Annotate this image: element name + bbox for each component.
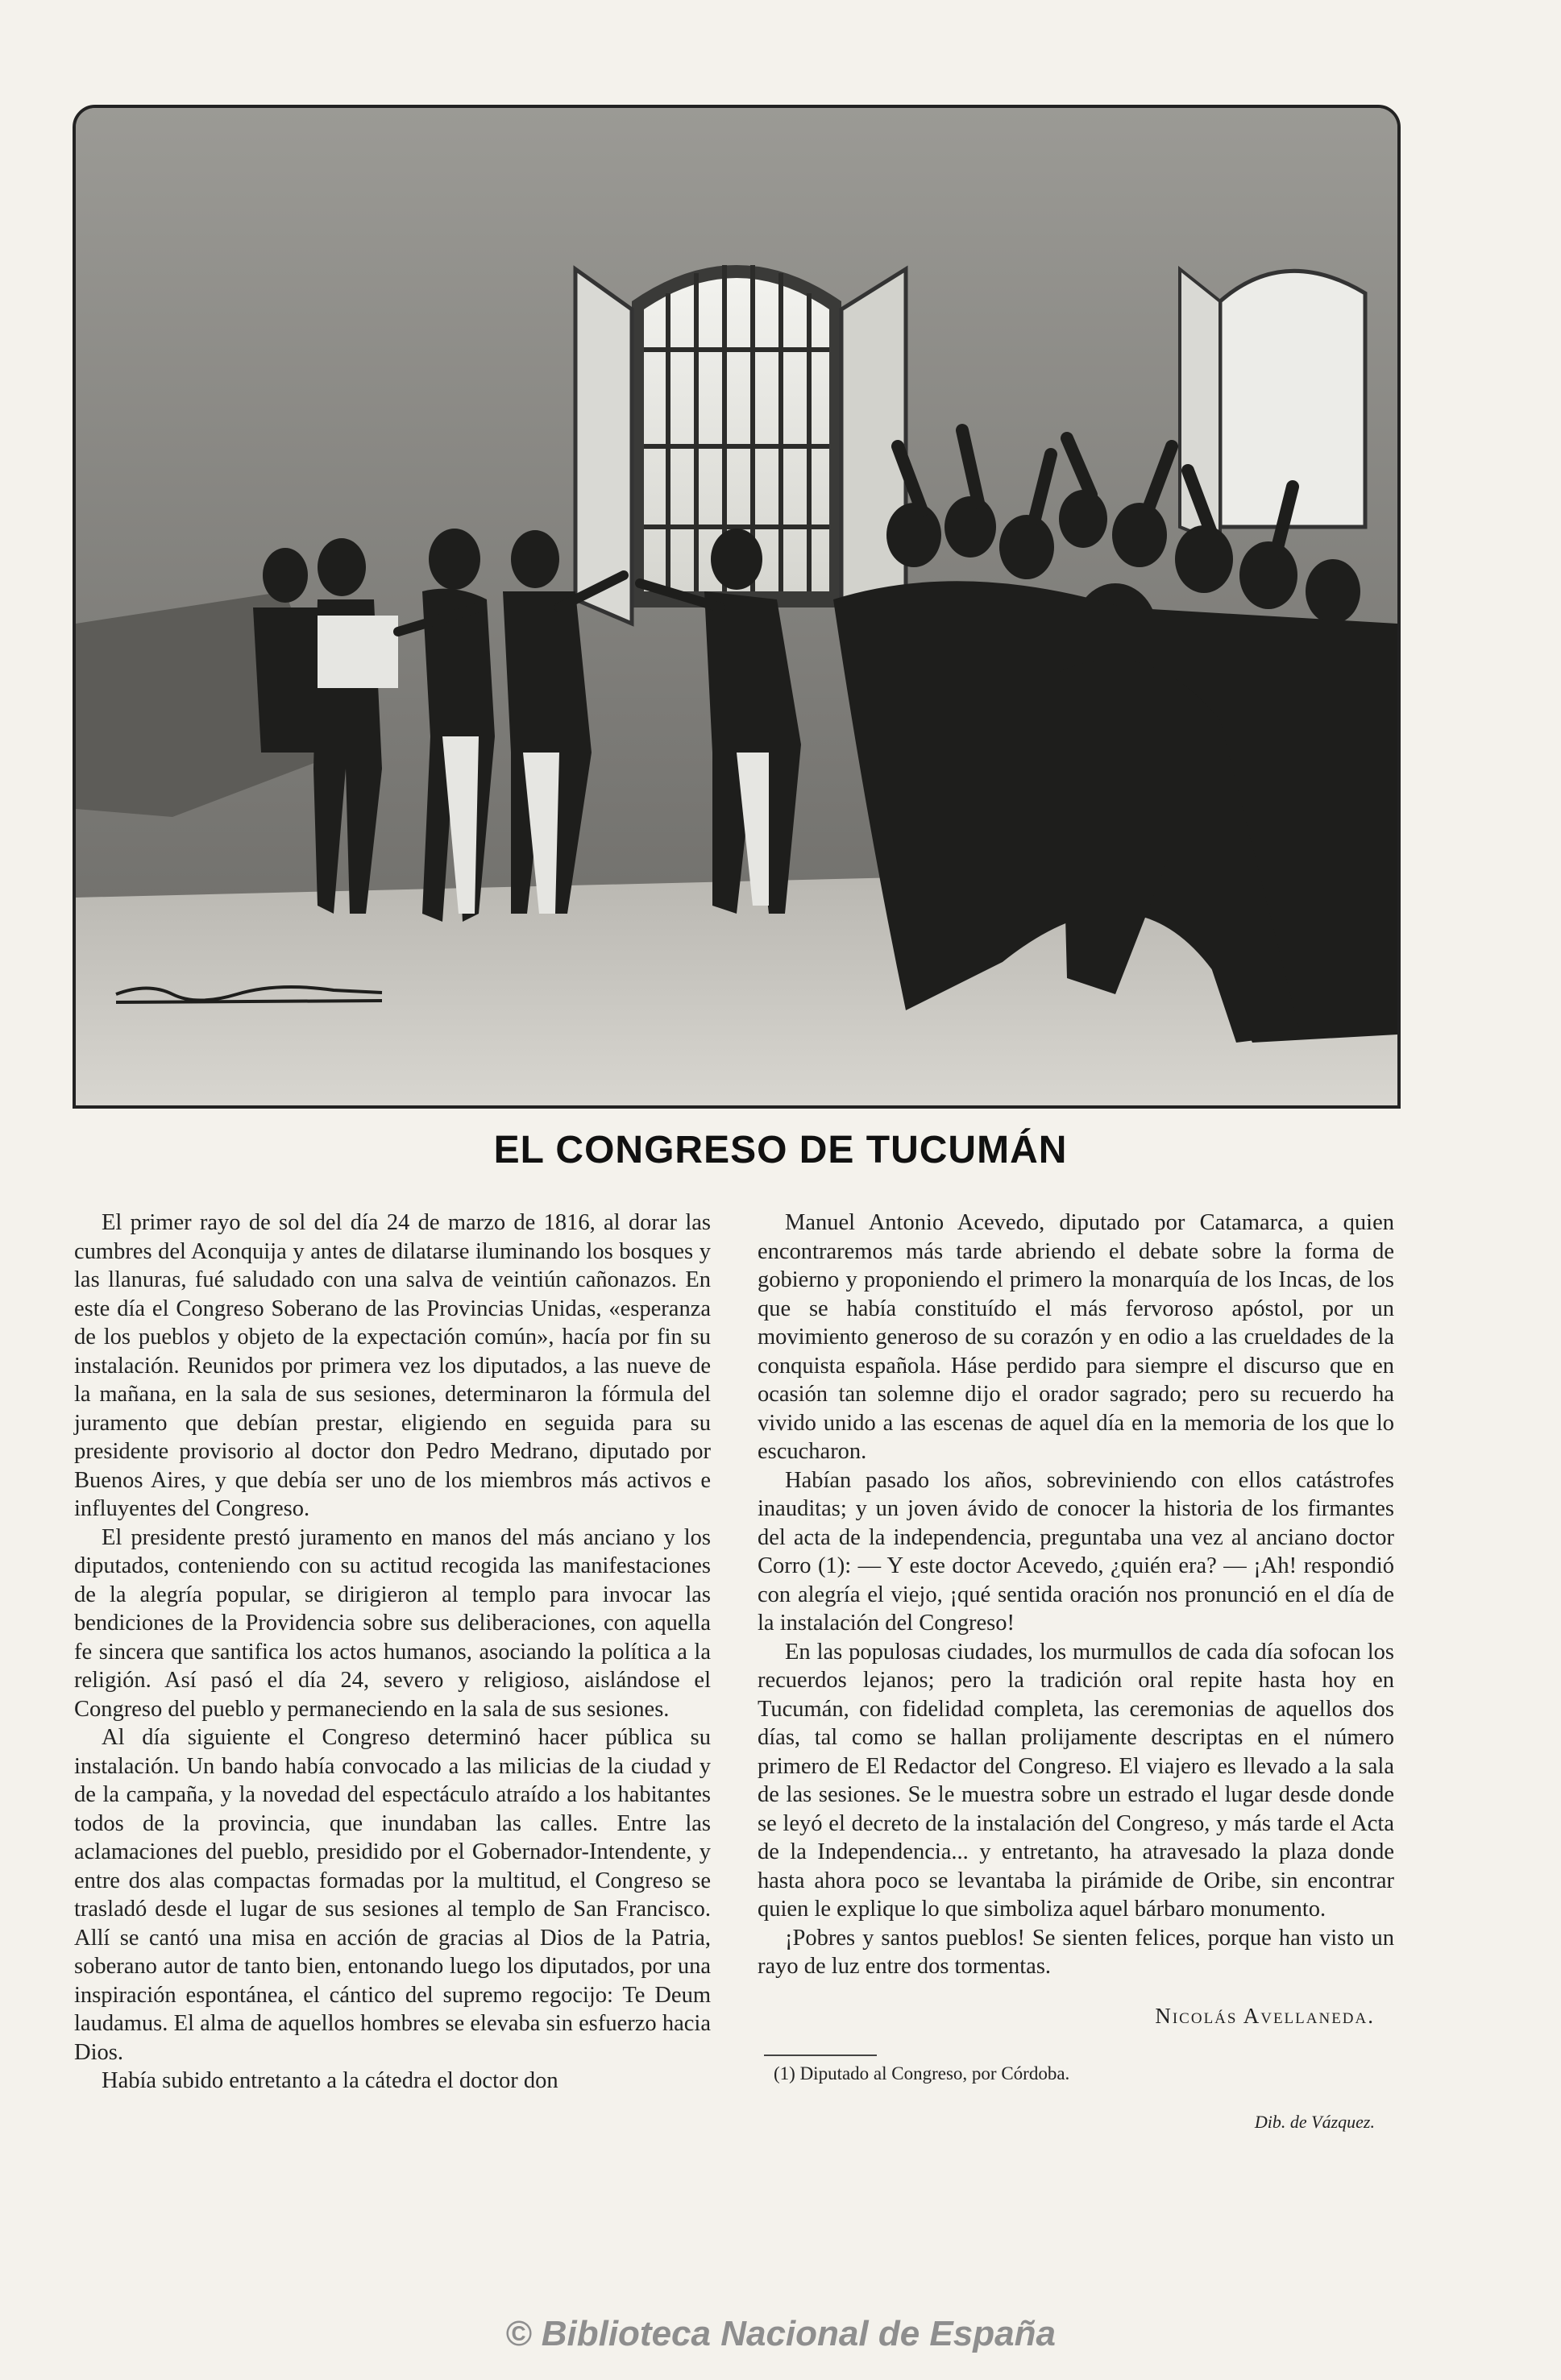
article-column-right (758, 1209, 1394, 2137)
illustration (73, 105, 1401, 1109)
paragraph: Habían pasado los años, sobreviniendo con ellos catástrofes inauditas; y un joven ávido de conocer la historia de los firmantes del acta de la independencia, preguntaba una vez al anciano doctor Corro (1): — Y este doctor Acevedo, ¿quién era? — ¡Ah! respondió con alegría el viejo, ¡qué sentida oración nos pronunció en el día de la instalación del Congreso! (758, 1467, 1394, 1636)
paragraph: El primer rayo de sol del día 24 de marzo de 1816, al dorar las cumbres del Aconquija y antes de dilatarse iluminando los bosques y las llanuras, fué saludado con una salva de veintiún cañonazos. En este día el Congreso Soberano de las Provincias Unidas, «esperanza de los pueblos y objeto de la expectación común», hacía por fin su instalación. Reunidos por primera vez los diputados, a las nueve de la mañana, en la sala de sus sesiones, determinaron la fórmula del juramento que debían prestar, eligiendo en seguida para su presidente provisorio al doctor don Pedro Medrano, diputado por Buenos Aires, y que debía ser uno de los miembros más activos e influyentes del Congreso. (74, 1210, 711, 1521)
footnote-divider (764, 2055, 877, 2056)
congress-oath-engraving (76, 108, 1397, 1105)
watermark: © Biblioteca Nacional de España (505, 2314, 1056, 2353)
article-title: EL CONGRESO DE TUCUMÁN (493, 1129, 1068, 1171)
window-right (1180, 269, 1365, 543)
article-column-left (74, 1209, 711, 2096)
paragraph: Manuel Antonio Acevedo, diputado por Catamarca, a quien encontraremos más tarde abriendo el debate sobre la forma de gobierno y proponiendo el primero la monarquía de los Incas, de los que se había constituído el más fervoroso apóstol, por un movimiento generoso de su corazón y en odio a las crueldades de la conquista española. Háse perdido para siempre el discurso que en ocasión tan solemne dijo el orador sagrado; pero su recuerdo ha vivido unido a las escenas de aquel día en la memoria de los que lo escucharon. (758, 1210, 1394, 1464)
author-signature: Nicolás Avellaneda. (1155, 2003, 1375, 2028)
paragraph: Al día siguiente el Congreso determinó hacer pública su instalación. Un bando había convocado a las milicias de la ciudad y de la campaña, y la novedad del espectáculo atraído a los habitantes todos de la provincia, que inundaban las calles. Entre las aclamaciones del pueblo, presidido por el Gobernador-Intendente, y entre dos alas compactas formadas por la multitud, el Congreso se trasladó desde el lugar de sus sesiones al templo de San Francisco. Allí se cantó una misa en acción de gracias al Dios de la Patria, soberano autor de tanto bien, entonando luego los diputados, por una inspiración espontánea, el cántico del supremo regocijo: Te Deum laudamus. El alma de aquellos hombres se elevaba sin esfuerzo hacia Dios. (74, 1725, 711, 2065)
paragraph: ¡Pobres y santos pueblos! Se sienten felices, porque han visto un rayo de luz entre dos tormentas. (758, 1925, 1394, 1979)
illustration-credit: Dib. de Vázquez. (1254, 2112, 1375, 2132)
paragraph: En las populosas ciudades, los murmullos de cada día sofocan los recuerdos lejanos; pero la tradición oral repite hasta hoy en Tucumán, con fidelidad completa, las ceremonias de aquellos dos días, tal como se hallan prolijamente descriptas en el número primero de El Redactor del Congreso. El viajero es llevado a la sala de las sesiones. Se le muestra sobre un estrado el lugar desde donde se leyó el decreto de la instalación del Congreso, y más tarde el Acta de la Independencia... y entretanto, ha atravesado la plaza donde hasta ahora poco se levantaba la pirámide de Oribe, sin encontrar quien le explique lo que simboliza aquel bárbaro monumento. (758, 1639, 1394, 1922)
paragraph: Había subido entretanto a la cátedra el doctor don (102, 2068, 558, 2093)
paragraph: El presidente prestó juramento en manos del más anciano y los diputados, conteniendo con su actitud recogida las manifestaciones de la alegría popular, se dirigieron al templo para invocar las bendiciones de la Providencia sobre sus deliberaciones, con aquella fe sincera que santifica los actos humanos, asociando la política a la religión. Así pasó el día 24, severo y religioso, aislándose el Congreso del pueblo y permaneciendo en la sala de sus sesiones. (74, 1524, 711, 1722)
footnote: (1) Diputado al Congreso, por Córdoba. (774, 2063, 1070, 2084)
